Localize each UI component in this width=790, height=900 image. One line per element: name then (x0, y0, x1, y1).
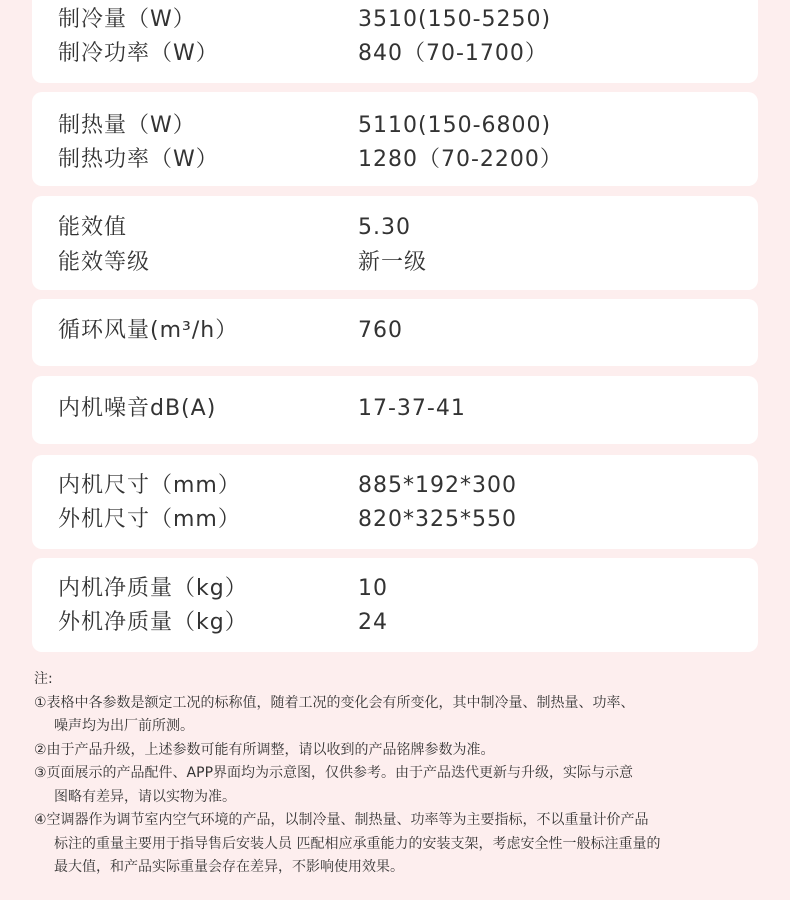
spec-row (32, 211, 758, 245)
spec-value: 1280（70-2200） (358, 147, 563, 172)
spec-value: 820*325*550 (358, 507, 517, 532)
spec-label: 内机尺寸（mm） (58, 473, 241, 498)
spec-row (32, 143, 758, 177)
note-text: 最大值，和产品实际重量会存在差异，不影响使用效果。 (54, 859, 404, 875)
note-item (34, 809, 764, 880)
spec-value: 17-37-41 (358, 396, 466, 421)
spec-value: 新一级 (358, 250, 428, 275)
note-text: ①表格中各参数是额定工况的标称值，随着工况的变化会有所变化，其中制冷量、制热量、功率、 (34, 694, 635, 711)
spec-row (32, 606, 758, 640)
spec-card-cooling (32, 0, 758, 83)
spec-row (32, 469, 758, 503)
spec-label: 制冷功率（W） (58, 41, 219, 66)
spec-row (32, 314, 758, 348)
spec-value: 10 (358, 576, 388, 601)
note-text: 标注的重量主要用于指导售后安装人员 匹配相应承重能力的安装支架，考虑安全性一般标注重量的 (54, 835, 661, 852)
note-item (34, 739, 764, 763)
spec-card-heating (32, 92, 758, 186)
spec-row (32, 572, 758, 606)
spec-label: 制冷量（W） (58, 7, 196, 32)
spec-label: 制热功率（W） (58, 147, 219, 172)
spec-row (32, 392, 758, 426)
spec-label: 内机净质量（kg） (58, 576, 248, 601)
spec-card-size (32, 455, 758, 549)
spec-value: 840（70-1700） (358, 41, 548, 66)
note-item (34, 692, 764, 739)
note-text: ②由于产品升级，上述参数可能有所调整，请以收到的产品铭牌参数为准。 (34, 741, 495, 758)
spec-row (32, 109, 758, 143)
spec-label: 制热量（W） (58, 113, 196, 138)
spec-label: 能效等级 (58, 250, 151, 275)
spec-card-efficiency (32, 196, 758, 290)
spec-label: 能效值 (58, 215, 128, 240)
spec-card-airflow (32, 299, 758, 366)
spec-row (32, 37, 758, 71)
note-text: ④空调器作为调节室内空气环境的产品，以制冷量、制热量、功率等为主要指标，不以重量计价产品 (34, 812, 649, 828)
spec-value: 3510(150-5250) (358, 7, 552, 32)
spec-label: 外机净质量（kg） (58, 610, 248, 635)
spec-value: 760 (358, 318, 403, 343)
spec-row (32, 246, 758, 280)
note-text: ③页面展示的产品配件、APP界面均为示意图，仅供参考。由于产品迭代更新与升级，实际与示意 (34, 765, 634, 781)
note-text: 图略有差异，请以实物为准。 (54, 788, 236, 805)
note-text: 噪声均为出厂前所测。 (54, 718, 194, 734)
notes-section (34, 668, 764, 880)
spec-value: 24 (358, 610, 388, 635)
spec-label: 外机尺寸（mm） (58, 507, 241, 532)
spec-label: 循环风量(m³/h） (58, 318, 239, 343)
spec-label: 内机噪音dB(A) (58, 396, 217, 421)
spec-card-weight (32, 558, 758, 652)
notes-title: 注: (34, 671, 53, 687)
spec-row (32, 3, 758, 37)
spec-card-noise (32, 376, 758, 444)
spec-value: 5.30 (358, 215, 411, 240)
spec-row (32, 503, 758, 537)
spec-value: 5110(150-6800) (358, 113, 552, 138)
spec-value: 885*192*300 (358, 473, 517, 498)
note-item (34, 762, 764, 809)
